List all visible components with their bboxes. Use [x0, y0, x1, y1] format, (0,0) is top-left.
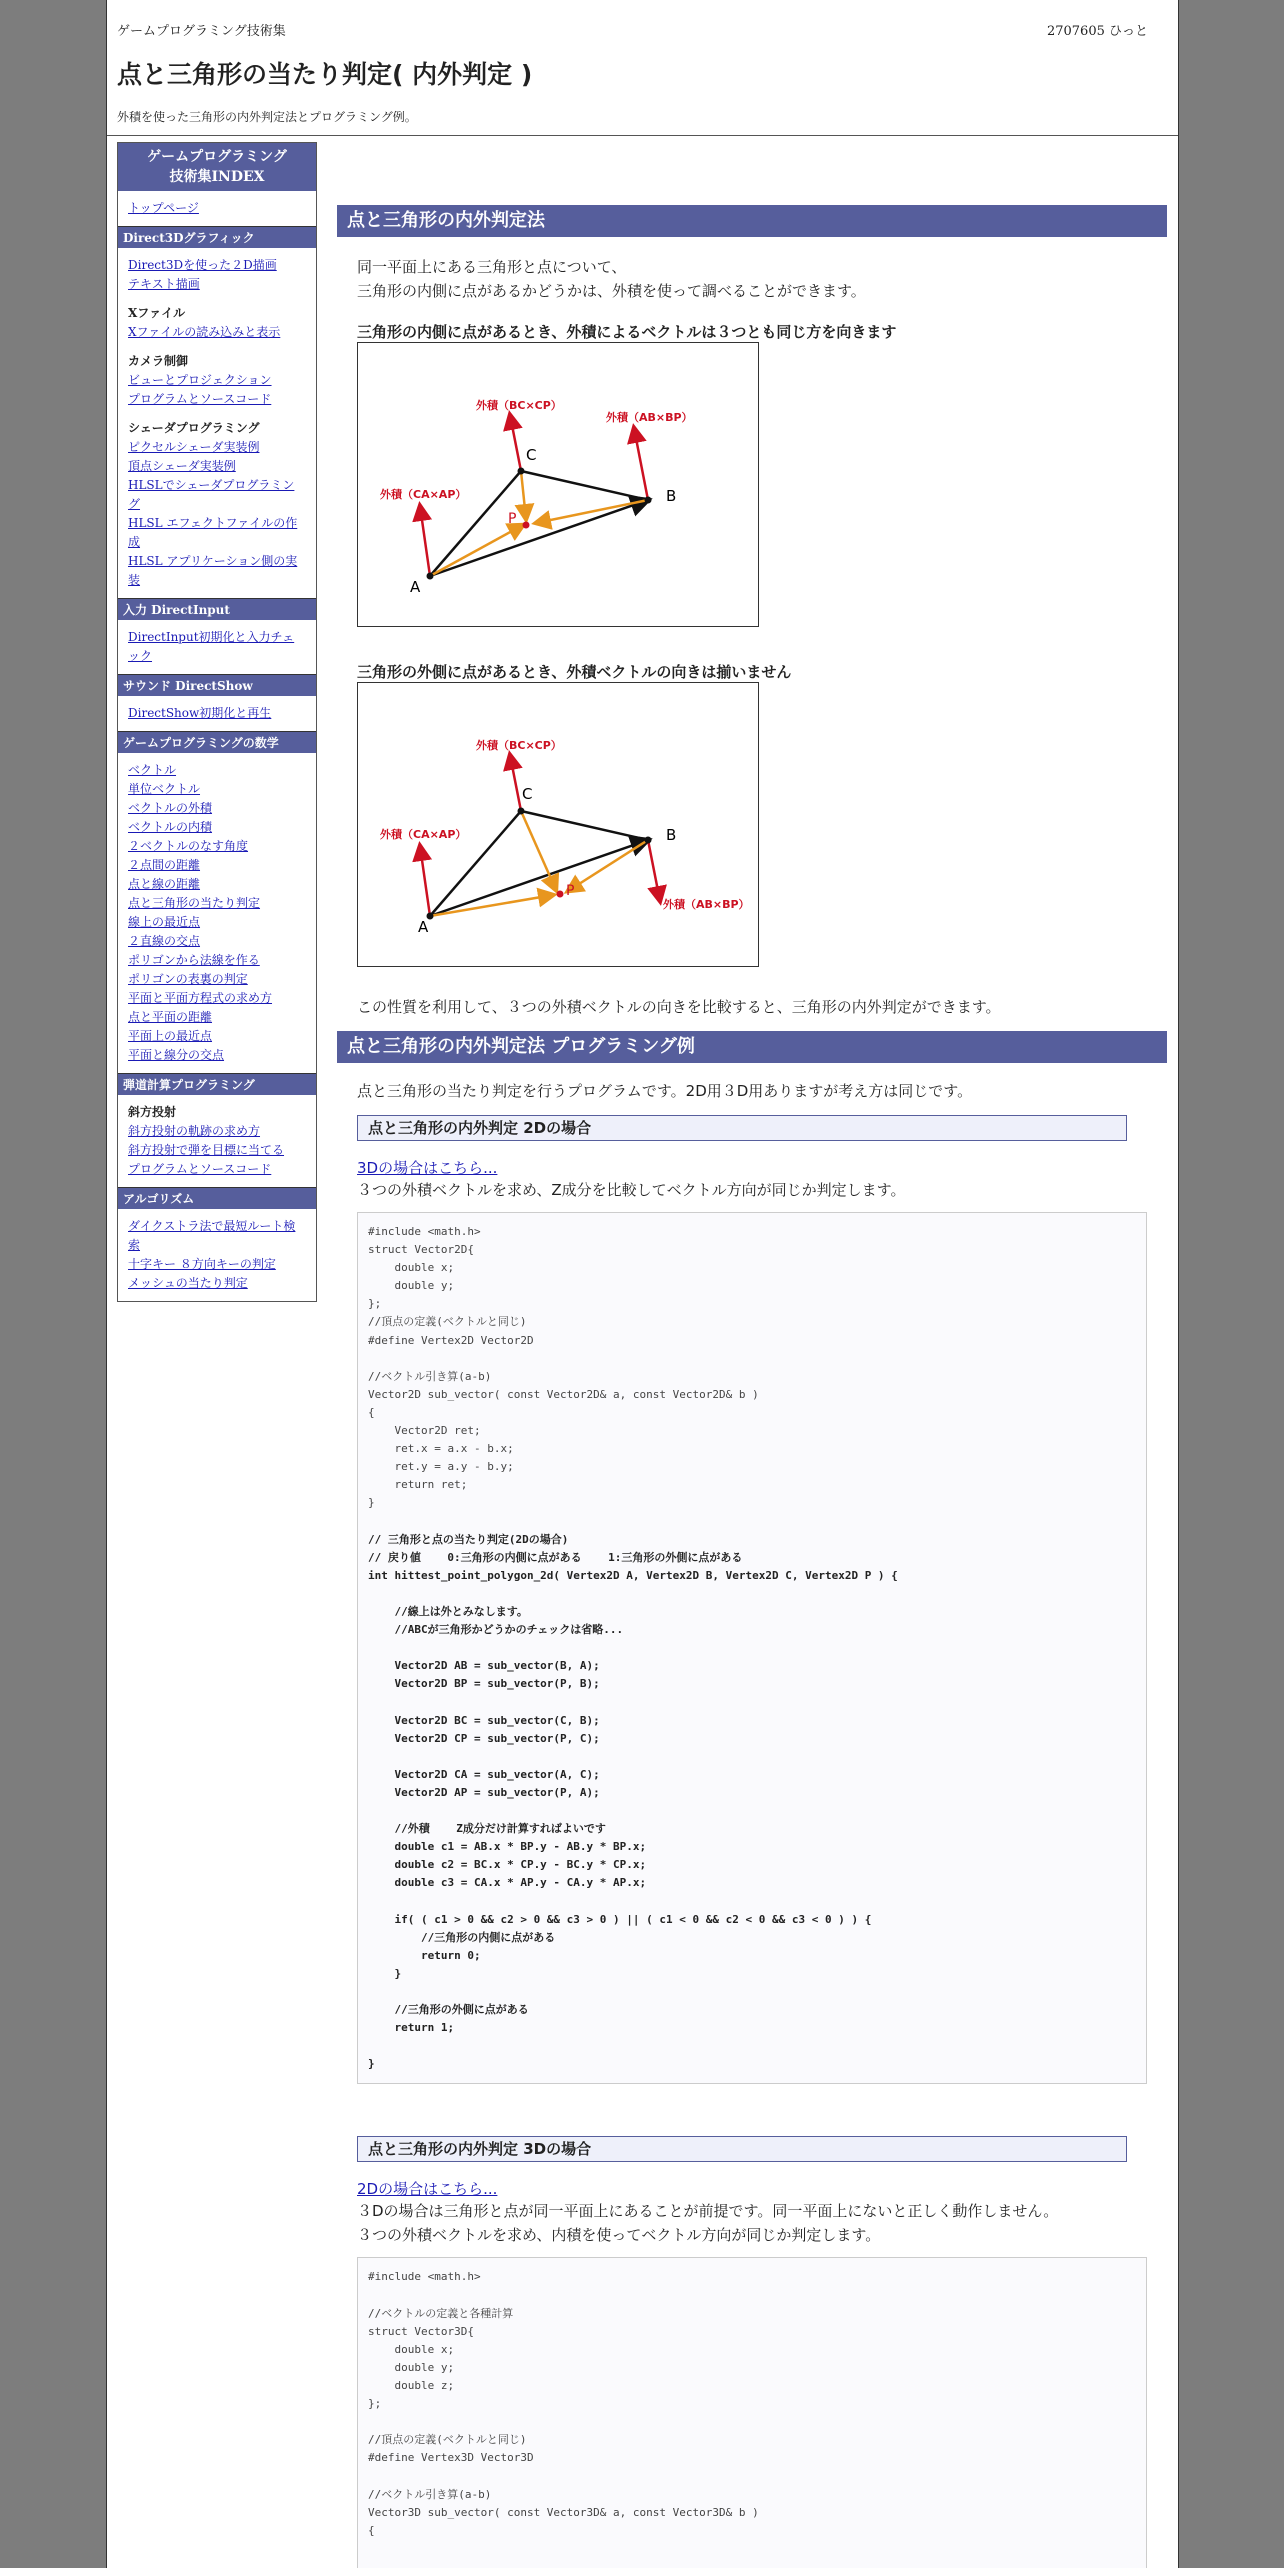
- subsection-heading-2d: 点と三角形の内外判定 2Dの場合: [357, 1115, 1127, 1141]
- sidebar-title: ゲームプログラミング技術集INDEX: [118, 143, 316, 191]
- code-line: //三角形の外側に点がある: [368, 2003, 529, 2017]
- code-line: //ベクトルの定義と各種計算: [368, 2306, 514, 2320]
- sidebar-link[interactable]: 平面上の最近点: [128, 1029, 213, 1043]
- code-line: Vector3D sub_vector( const Vector3D& a, const Vector3D& b ): [368, 2505, 759, 2519]
- vector-bp: [568, 840, 648, 891]
- paragraph: 同一平面上にある三角形と点について、: [357, 258, 627, 276]
- sidebar-link[interactable]: 斜方投射の軌跡の求め方: [128, 1124, 261, 1138]
- label-p: P: [566, 883, 575, 899]
- page-description: 外積を使った三角形の内外判定法とプログラミング例。: [117, 110, 417, 124]
- sidebar-link[interactable]: DirectInput初期化と入力チェック: [128, 630, 295, 663]
- sidebar-link[interactable]: 平面と平面方程式の求め方: [128, 991, 273, 1005]
- sidebar-link[interactable]: DirectShow初期化と再生: [128, 706, 272, 720]
- code-line: return 1;: [368, 2021, 455, 2035]
- code-line: Vector2D ret;: [368, 1424, 481, 1438]
- code-line: Vector2D sub_vector( const Vector2D& a, const Vector2D& b ): [368, 1387, 759, 1401]
- sidebar-link[interactable]: ピクセルシェーダ実装例: [128, 440, 260, 454]
- sidebar-link-top[interactable]: トップページ: [128, 201, 199, 215]
- sidebar: [117, 142, 317, 1302]
- code-line: struct Vector2D{: [368, 1243, 474, 1257]
- section-heading: 点と三角形の内外判定法 プログラミング例: [337, 1031, 1167, 1063]
- sidebar-link[interactable]: 頂点シェーダ実装例: [128, 459, 236, 473]
- vector-ap: [430, 895, 553, 916]
- page: [106, 0, 1179, 2568]
- sidebar-section-ballistics: 弾道計算プログラミング: [118, 1073, 316, 1095]
- point-p: [557, 891, 564, 898]
- cross-ab-bp-arrow: [634, 428, 648, 500]
- site-name: ゲームプログラミング技術集: [117, 24, 286, 39]
- vector-ap: [430, 525, 523, 576]
- sidebar-section-directshow: サウンド DirectShow: [118, 674, 316, 696]
- sidebar-link[interactable]: ポリゴンの表裏の判定: [128, 972, 248, 986]
- link-3d-case[interactable]: 3Dの場合はこちら...: [357, 1159, 498, 1177]
- cross-bc-cp-arrow: [510, 755, 521, 811]
- code-line: struct Vector3D{: [368, 2324, 474, 2338]
- code-line: // 戻り値 0:三角形の内側に点がある 1:三角形の外側に点がある: [368, 1550, 743, 1564]
- vertex-b: [645, 497, 652, 504]
- label-cross-ab-bp: 外積（AB×BP）: [606, 411, 693, 424]
- sidebar-link[interactable]: ビューとプロジェクション: [128, 373, 272, 387]
- main-content: [337, 205, 1167, 2568]
- sidebar-section-direct3d: Direct3Dグラフィック: [118, 226, 316, 248]
- paragraph: この性質を利用して、３つの外積ベクトルの向きを比較すると、三角形の内外判定ができます。: [357, 998, 1001, 1016]
- sidebar-link[interactable]: ダイクストラ法で最短ルート検索: [128, 1219, 296, 1252]
- sidebar-link[interactable]: ２ベクトルのなす角度: [128, 839, 249, 853]
- code-line: }: [368, 2057, 375, 2071]
- code-line: double c2 = BC.x * CP.y - BC.y * CP.x;: [368, 1858, 647, 1872]
- paragraph: ３つの外積ベクトルを求め、Z成分を比較してベクトル方向が同じか判定します。: [357, 1181, 906, 1199]
- code-line: #include <math.h>: [368, 2270, 481, 2284]
- vector-cp: [521, 471, 526, 519]
- sidebar-link[interactable]: ２直線の交点: [128, 934, 201, 948]
- code-line: Vector2D AP = sub_vector(P, A);: [368, 1785, 600, 1799]
- code-line: Vector2D BC = sub_vector(C, B);: [368, 1713, 600, 1727]
- code-block-2d: [357, 1212, 1147, 2084]
- label-a: A: [410, 578, 421, 596]
- label-b: B: [666, 826, 677, 844]
- sidebar-link[interactable]: ポリゴンから法線を作る: [128, 953, 260, 967]
- sidebar-link[interactable]: ベクトルの外積: [128, 801, 213, 815]
- code-line: double y;: [368, 2360, 455, 2374]
- cross-ab-bp-arrow: [648, 840, 660, 901]
- code-line: //外積 Z成分だけ計算すればよいです: [368, 1822, 606, 1836]
- label-cross-bc-cp: 外積（BC×CP）: [476, 739, 562, 752]
- code-line: // 三角形と点の当たり判定(2Dの場合): [368, 1532, 569, 1546]
- code-line: #define Vertex2D Vector2D: [368, 1333, 534, 1347]
- page-title: 点と三角形の当たり判定( 内外判定 ): [117, 60, 533, 89]
- cross-ca-ap-arrow: [420, 506, 430, 576]
- code-line: }: [368, 1496, 375, 1510]
- sidebar-group-title: 斜方投射: [128, 1105, 177, 1119]
- paragraph: ３Dの場合は三角形と点が同一平面上にあることが前提です。同一平面上にないと正しく動作しません。: [357, 2202, 1059, 2221]
- code-line: ret.y = a.y - b.y;: [368, 1460, 514, 1474]
- label-cross-ab-bp: 外積（AB×BP）: [663, 898, 750, 911]
- code-line: Vector2D AB = sub_vector(B, A);: [368, 1659, 600, 1673]
- vertex-c: [518, 808, 525, 815]
- sidebar-link[interactable]: HLSLでシェーダプログラミング: [128, 478, 295, 511]
- code-line: //頂点の定義(ベクトルと同じ): [368, 2433, 527, 2447]
- label-cross-ca-ap: 外積（CA×AP）: [380, 828, 467, 841]
- code-line: return ret;: [368, 1478, 468, 1492]
- sidebar-link[interactable]: メッシュの当たり判定: [128, 1276, 248, 1290]
- code-line: Vector2D BP = sub_vector(P, B);: [368, 1677, 600, 1691]
- sidebar-link[interactable]: Direct3Dを使った２D描画: [128, 258, 277, 272]
- vertex-b: [645, 837, 652, 844]
- sidebar-link[interactable]: 点と三角形の当たり判定: [128, 896, 261, 910]
- link-2d-case[interactable]: 2Dの場合はこちら...: [357, 2180, 498, 2199]
- header-divider: [107, 135, 1178, 136]
- code-line: //線上は外とみなします。: [368, 1604, 528, 1618]
- figure-inside: [357, 342, 759, 627]
- section-heading: 点と三角形の内外判定法: [337, 205, 1167, 237]
- edge-cb: [521, 811, 648, 840]
- sidebar-section-algorithm: アルゴリズム: [118, 1187, 316, 1209]
- figure-outside: [357, 682, 759, 967]
- sidebar-link[interactable]: Xファイルの読み込みと表示: [128, 325, 281, 339]
- sidebar-group-title: Xファイル: [128, 306, 186, 320]
- code-line: Vector2D CP = sub_vector(P, C);: [368, 1731, 600, 1745]
- code-line: //ベクトル引き算(a-b): [368, 2487, 492, 2501]
- edge-cb: [521, 471, 648, 500]
- paragraph: 三角形の内側に点があるかどうかは、外積を使って調べることができます。: [357, 282, 866, 300]
- code-line: int hittest_point_polygon_2d( Vertex2D A, Vertex2D B, Vertex2D C, Vertex2D P ) {: [368, 1568, 898, 1582]
- label-cross-bc-cp: 外積（BC×CP）: [476, 399, 562, 412]
- label-p: P: [508, 511, 517, 527]
- label-a: A: [418, 918, 429, 936]
- sidebar-group-title: カメラ制御: [128, 354, 189, 368]
- sidebar-link[interactable]: プログラムとソースコード: [128, 392, 272, 406]
- sidebar-section-math: ゲームプログラミングの数学: [118, 731, 316, 753]
- code-line: return 0;: [368, 1948, 481, 1962]
- sidebar-link[interactable]: ベクトル: [128, 763, 177, 777]
- code-line: ret.x = a.x - b.x;: [368, 1442, 514, 1456]
- label-c: C: [522, 785, 533, 803]
- sidebar-link[interactable]: 点と線の距離: [128, 877, 201, 891]
- cross-ca-ap-arrow: [420, 846, 430, 916]
- code-line: if( ( c1 > 0 && c2 > 0 && c3 > 0 ) || ( c1 < 0 && c2 < 0 && c3 < 0 ) ) {: [368, 1912, 872, 1926]
- code-line: };: [368, 1297, 382, 1311]
- figure-caption: 三角形の内側に点があるとき、外積によるベクトルは３つとも同じ方を向きます: [357, 323, 897, 341]
- code-line: {: [368, 2523, 375, 2537]
- sidebar-link[interactable]: HLSL エフェクトファイルの作成: [128, 516, 298, 549]
- sidebar-link[interactable]: ２点間の距離: [128, 858, 201, 872]
- sidebar-link[interactable]: プログラムとソースコード: [128, 1162, 272, 1176]
- subsection-heading-3d: 点と三角形の内外判定 3Dの場合: [357, 2136, 1127, 2162]
- code-line: //三角形の内側に点がある: [368, 1930, 556, 1944]
- sidebar-link[interactable]: 線上の最近点: [128, 915, 201, 929]
- sidebar-link[interactable]: 斜方投射で弾を目標に当てる: [128, 1143, 285, 1157]
- code-line: }: [368, 1966, 402, 1980]
- code-line: double x;: [368, 2342, 455, 2356]
- sidebar-link[interactable]: 単位ベクトル: [128, 782, 201, 796]
- hit-counter: 2707605 ひっと: [1046, 24, 1148, 39]
- code-line: #include <math.h>: [368, 1225, 481, 1238]
- cross-bc-cp-arrow: [510, 415, 521, 471]
- figure-caption: 三角形の外側に点があるとき、外積ベクトルの向きは揃いません: [357, 663, 792, 681]
- code-line: Vector2D CA = sub_vector(A, C);: [368, 1767, 600, 1781]
- code-line: double c3 = CA.x * AP.y - CA.y * AP.x;: [368, 1876, 647, 1890]
- sidebar-link[interactable]: 点と平面の距離: [128, 1010, 213, 1024]
- paragraph: 点と三角形の当たり判定を行うプログラムです。2D用３D用ありますが考え方は同じです。: [357, 1082, 973, 1100]
- code-line: #define Vertex3D Vector3D: [368, 2451, 534, 2465]
- code-block-3d: [357, 2257, 1147, 2568]
- sidebar-link[interactable]: HLSL アプリケーション側の実装: [128, 554, 298, 587]
- point-p: [523, 522, 530, 529]
- code-line: };: [368, 2397, 382, 2411]
- code-line: double y;: [368, 1279, 455, 1293]
- sidebar-section-directinput: 入力 DirectInput: [118, 598, 316, 620]
- sidebar-link[interactable]: テキスト描画: [128, 277, 200, 291]
- code-line: //頂点の定義(ベクトルと同じ): [368, 1315, 527, 1329]
- sidebar-link[interactable]: ベクトルの内積: [128, 820, 213, 834]
- code-line: //ABCが三角形かどうかのチェックは省略...: [368, 1623, 624, 1637]
- vertex-c: [518, 468, 525, 475]
- code-line: double c1 = AB.x * BP.y - AB.y * BP.x;: [368, 1840, 647, 1854]
- code-line: double x;: [368, 1261, 455, 1275]
- sidebar-group-title: シェーダプログラミング: [128, 421, 260, 435]
- paragraph: ３つの外積ベクトルを求め、内積を使ってベクトル方向が同じか判定します。: [357, 2226, 881, 2245]
- label-c: C: [526, 446, 537, 464]
- code-line: //ベクトル引き算(a-b): [368, 1369, 492, 1383]
- code-line: double z;: [368, 2378, 455, 2392]
- sidebar-link[interactable]: 平面と線分の交点: [128, 1048, 225, 1062]
- label-cross-ca-ap: 外積（CA×AP）: [380, 488, 467, 501]
- code-line: {: [368, 1405, 375, 1419]
- sidebar-link[interactable]: 十字キー ８方向キーの判定: [128, 1257, 276, 1271]
- vertex-a: [427, 573, 434, 580]
- label-b: B: [666, 487, 677, 505]
